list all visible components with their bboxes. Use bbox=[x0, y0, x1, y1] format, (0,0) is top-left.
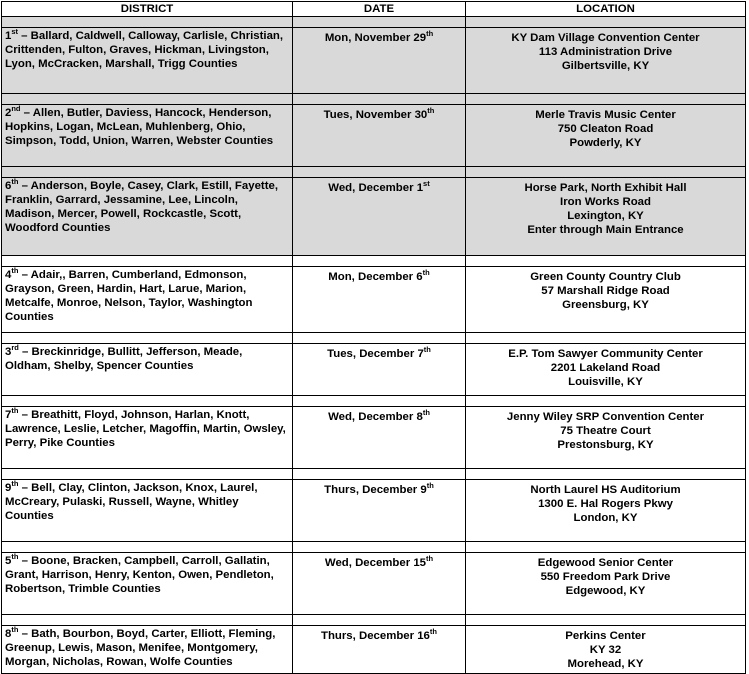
date-cell bbox=[293, 267, 466, 333]
table-row bbox=[2, 626, 746, 674]
date-ordinal: th bbox=[426, 554, 434, 563]
location-line: Greensburg, KY bbox=[562, 299, 649, 311]
location-line: Morehead, KY bbox=[567, 658, 644, 670]
spacer-cell bbox=[466, 333, 746, 344]
district-cell bbox=[2, 626, 293, 674]
district-cell bbox=[2, 407, 293, 469]
spacer-cell bbox=[466, 256, 746, 267]
location-line: Iron Works Road bbox=[560, 196, 651, 208]
date-cell bbox=[293, 553, 466, 615]
spacer-cell bbox=[466, 396, 746, 407]
spacer-cell bbox=[293, 396, 466, 407]
spacer-cell bbox=[2, 542, 293, 553]
district-number: 3 bbox=[5, 346, 12, 358]
location-cell bbox=[466, 553, 746, 615]
spacer-row bbox=[2, 256, 746, 267]
location-cell bbox=[466, 267, 746, 333]
date-cell bbox=[293, 344, 466, 396]
district-counties: – Breathitt, Floyd, Johnson, Harlan, Knott, Lawrence, Leslie, Letcher, Magoffin, Martin, Owsley, Perry, Pike Counties bbox=[5, 409, 286, 449]
district-number: 9 bbox=[5, 482, 12, 494]
spacer-cell bbox=[466, 469, 746, 480]
location-line: 75 Theatre Court bbox=[560, 425, 651, 437]
date-ordinal: th bbox=[429, 627, 437, 636]
location-cell bbox=[466, 344, 746, 396]
spacer-cell bbox=[293, 542, 466, 553]
location-cell bbox=[466, 407, 746, 469]
table-row bbox=[2, 178, 746, 256]
spacer-cell bbox=[2, 615, 293, 626]
date-ordinal: th bbox=[423, 345, 431, 354]
district-ordinal: th bbox=[11, 177, 19, 186]
table-row bbox=[2, 267, 746, 333]
location-line: Green County Country Club bbox=[530, 271, 681, 283]
table-row bbox=[2, 553, 746, 615]
date-text: Wed, December 1 bbox=[328, 182, 424, 194]
spacer-cell bbox=[2, 17, 293, 28]
district-counties: – Ballard, Caldwell, Calloway, Carlisle, Christian, Crittenden, Fulton, Graves, Hickman, Livingston, Lyon, McCracken, Marshall, Trigg Counties bbox=[5, 30, 284, 70]
table-row bbox=[2, 105, 746, 167]
district-ordinal: th bbox=[11, 552, 19, 561]
location-line: 113 Administration Drive bbox=[538, 46, 673, 58]
location-line: KY Dam Village Convention Center bbox=[511, 32, 700, 44]
spacer-row bbox=[2, 167, 746, 178]
date-cell bbox=[293, 480, 466, 542]
date-cell bbox=[293, 178, 466, 256]
spacer-cell bbox=[293, 333, 466, 344]
location-line: Lexington, KY bbox=[567, 210, 644, 222]
date-text: Wed, December 8 bbox=[328, 411, 423, 423]
district-header: DISTRICT bbox=[2, 2, 293, 17]
location-line: Enter through Main Entrance bbox=[527, 224, 684, 236]
location-cell bbox=[466, 626, 746, 674]
date-text: Thurs, December 9 bbox=[324, 484, 427, 496]
date-text: Mon, November 29 bbox=[324, 32, 427, 44]
location-line: Merle Travis Music Center bbox=[535, 109, 676, 121]
location-line: KY 32 bbox=[589, 644, 622, 656]
spacer-cell bbox=[2, 396, 293, 407]
location-line: Perkins Center bbox=[565, 630, 646, 642]
date-text: Thurs, December 16 bbox=[321, 630, 430, 642]
location-line: North Laurel HS Auditorium bbox=[530, 484, 681, 496]
spacer-row bbox=[2, 542, 746, 553]
date-ordinal: th bbox=[426, 481, 434, 490]
district-ordinal: th bbox=[11, 266, 19, 275]
date-cell bbox=[293, 105, 466, 167]
district-cell bbox=[2, 178, 293, 256]
location-line: Horse Park, North Exhibit Hall bbox=[524, 182, 687, 194]
district-counties: – Adair,, Barren, Cumberland, Edmonson, Grayson, Green, Hardin, Hart, Larue, Marion, Metcalfe, Monroe, Nelson, Taylor, Washington Counties bbox=[5, 269, 253, 323]
location-line: Louisville, KY bbox=[568, 376, 643, 388]
location-line: Edgewood Senior Center bbox=[537, 557, 674, 569]
district-ordinal: nd bbox=[11, 104, 21, 113]
district-cell bbox=[2, 267, 293, 333]
date-ordinal: th bbox=[427, 106, 435, 115]
spacer-row bbox=[2, 615, 746, 626]
meetings-table bbox=[1, 1, 746, 674]
district-cell bbox=[2, 553, 293, 615]
location-cell bbox=[466, 105, 746, 167]
spacer-row bbox=[2, 94, 746, 105]
spacer-cell bbox=[2, 167, 293, 178]
spacer-row bbox=[2, 396, 746, 407]
district-counties: – Breckinridge, Bullitt, Jefferson, Meade, Oldham, Shelby, Spencer Counties bbox=[5, 346, 243, 372]
district-counties: – Bell, Clay, Clinton, Jackson, Knox, Laurel, McCreary, Pulaski, Russell, Wayne, Whitley Counties bbox=[5, 482, 258, 522]
location-line: E.P. Tom Sawyer Community Center bbox=[508, 348, 703, 360]
district-number: 2 bbox=[5, 107, 12, 119]
date-ordinal: st bbox=[423, 179, 430, 188]
district-counties: – Allen, Butler, Daviess, Hancock, Henderson, Hopkins, Logan, McLean, Muhlenberg, Ohio, Simpson, Todd, Union, Warren, Webster Counties bbox=[5, 107, 274, 147]
date-ordinal: th bbox=[426, 29, 434, 38]
spacer-cell bbox=[293, 167, 466, 178]
spacer-cell bbox=[466, 542, 746, 553]
table-body bbox=[2, 17, 746, 674]
date-ordinal: th bbox=[422, 408, 430, 417]
location-cell bbox=[466, 480, 746, 542]
location-line: Gilbertsville, KY bbox=[561, 60, 650, 72]
table-row bbox=[2, 344, 746, 396]
district-cell bbox=[2, 28, 293, 94]
header-row bbox=[2, 2, 746, 17]
date-ordinal: th bbox=[422, 268, 430, 277]
spacer-cell bbox=[2, 333, 293, 344]
date-text: Tues, December 7 bbox=[327, 348, 424, 360]
district-number: 4 bbox=[5, 269, 12, 281]
table-row bbox=[2, 28, 746, 94]
district-ordinal: th bbox=[11, 479, 19, 488]
location-line: Powderly, KY bbox=[569, 137, 642, 149]
location-cell bbox=[466, 28, 746, 94]
spacer-cell bbox=[466, 615, 746, 626]
district-counties: – Bath, Bourbon, Boyd, Carter, Elliott, Fleming, Greenup, Lewis, Mason, Menifee, Montgomery, Morgan, Nicholas, Rowan, Wolfe Counties bbox=[5, 628, 276, 668]
date-header: DATE bbox=[293, 2, 466, 17]
location-line: Jenny Wiley SRP Convention Center bbox=[506, 411, 705, 423]
spacer-cell bbox=[466, 94, 746, 105]
district-counties: – Boone, Bracken, Campbell, Carroll, Gallatin, Grant, Harrison, Henry, Kenton, Owen, Pendleton, Robertson, Trimble Counties bbox=[5, 555, 274, 595]
location-line: 750 Cleaton Road bbox=[557, 123, 654, 135]
date-cell bbox=[293, 626, 466, 674]
spacer-row bbox=[2, 333, 746, 344]
date-text: Tues, November 30 bbox=[323, 109, 428, 121]
location-line: Prestonsburg, KY bbox=[557, 439, 654, 451]
location-header: LOCATION bbox=[466, 2, 746, 17]
table-row bbox=[2, 480, 746, 542]
district-ordinal: rd bbox=[11, 343, 19, 352]
spacer-cell bbox=[466, 167, 746, 178]
spacer-cell bbox=[293, 17, 466, 28]
spacer-cell bbox=[293, 256, 466, 267]
spacer-cell bbox=[2, 94, 293, 105]
location-line: 57 Marshall Ridge Road bbox=[541, 285, 670, 297]
district-ordinal: th bbox=[11, 406, 19, 415]
location-cell bbox=[466, 178, 746, 256]
spacer-cell bbox=[466, 17, 746, 28]
district-number: 8 bbox=[5, 628, 12, 640]
district-cell bbox=[2, 480, 293, 542]
district-ordinal: th bbox=[11, 625, 19, 634]
spacer-cell bbox=[293, 469, 466, 480]
date-cell bbox=[293, 28, 466, 94]
district-cell bbox=[2, 105, 293, 167]
district-number: 5 bbox=[5, 555, 12, 567]
district-number: 6 bbox=[5, 180, 12, 192]
location-line: 550 Freedom Park Drive bbox=[540, 571, 671, 583]
district-ordinal: st bbox=[11, 27, 19, 36]
date-text: Wed, December 15 bbox=[324, 557, 426, 569]
location-line: 2201 Lakeland Road bbox=[550, 362, 661, 374]
spacer-row bbox=[2, 17, 746, 28]
spacer-cell bbox=[293, 615, 466, 626]
district-counties: – Anderson, Boyle, Casey, Clark, Estill, Fayette, Franklin, Garrard, Jessamine, Lee, Lincoln, Madison, Mercer, Powell, Rockcastle, Scott, Woodford Counties bbox=[5, 180, 278, 234]
location-line: Edgewood, KY bbox=[565, 585, 646, 597]
table-row bbox=[2, 407, 746, 469]
location-line: London, KY bbox=[573, 512, 638, 524]
spacer-cell bbox=[2, 256, 293, 267]
spacer-row bbox=[2, 469, 746, 480]
location-line: 1300 E. Hal Rogers Pkwy bbox=[538, 498, 673, 510]
district-cell bbox=[2, 344, 293, 396]
district-number: 7 bbox=[5, 409, 12, 421]
spacer-cell bbox=[2, 469, 293, 480]
district-number: 1 bbox=[5, 30, 12, 42]
date-cell bbox=[293, 407, 466, 469]
spacer-cell bbox=[293, 94, 466, 105]
date-text: Mon, December 6 bbox=[328, 271, 423, 283]
